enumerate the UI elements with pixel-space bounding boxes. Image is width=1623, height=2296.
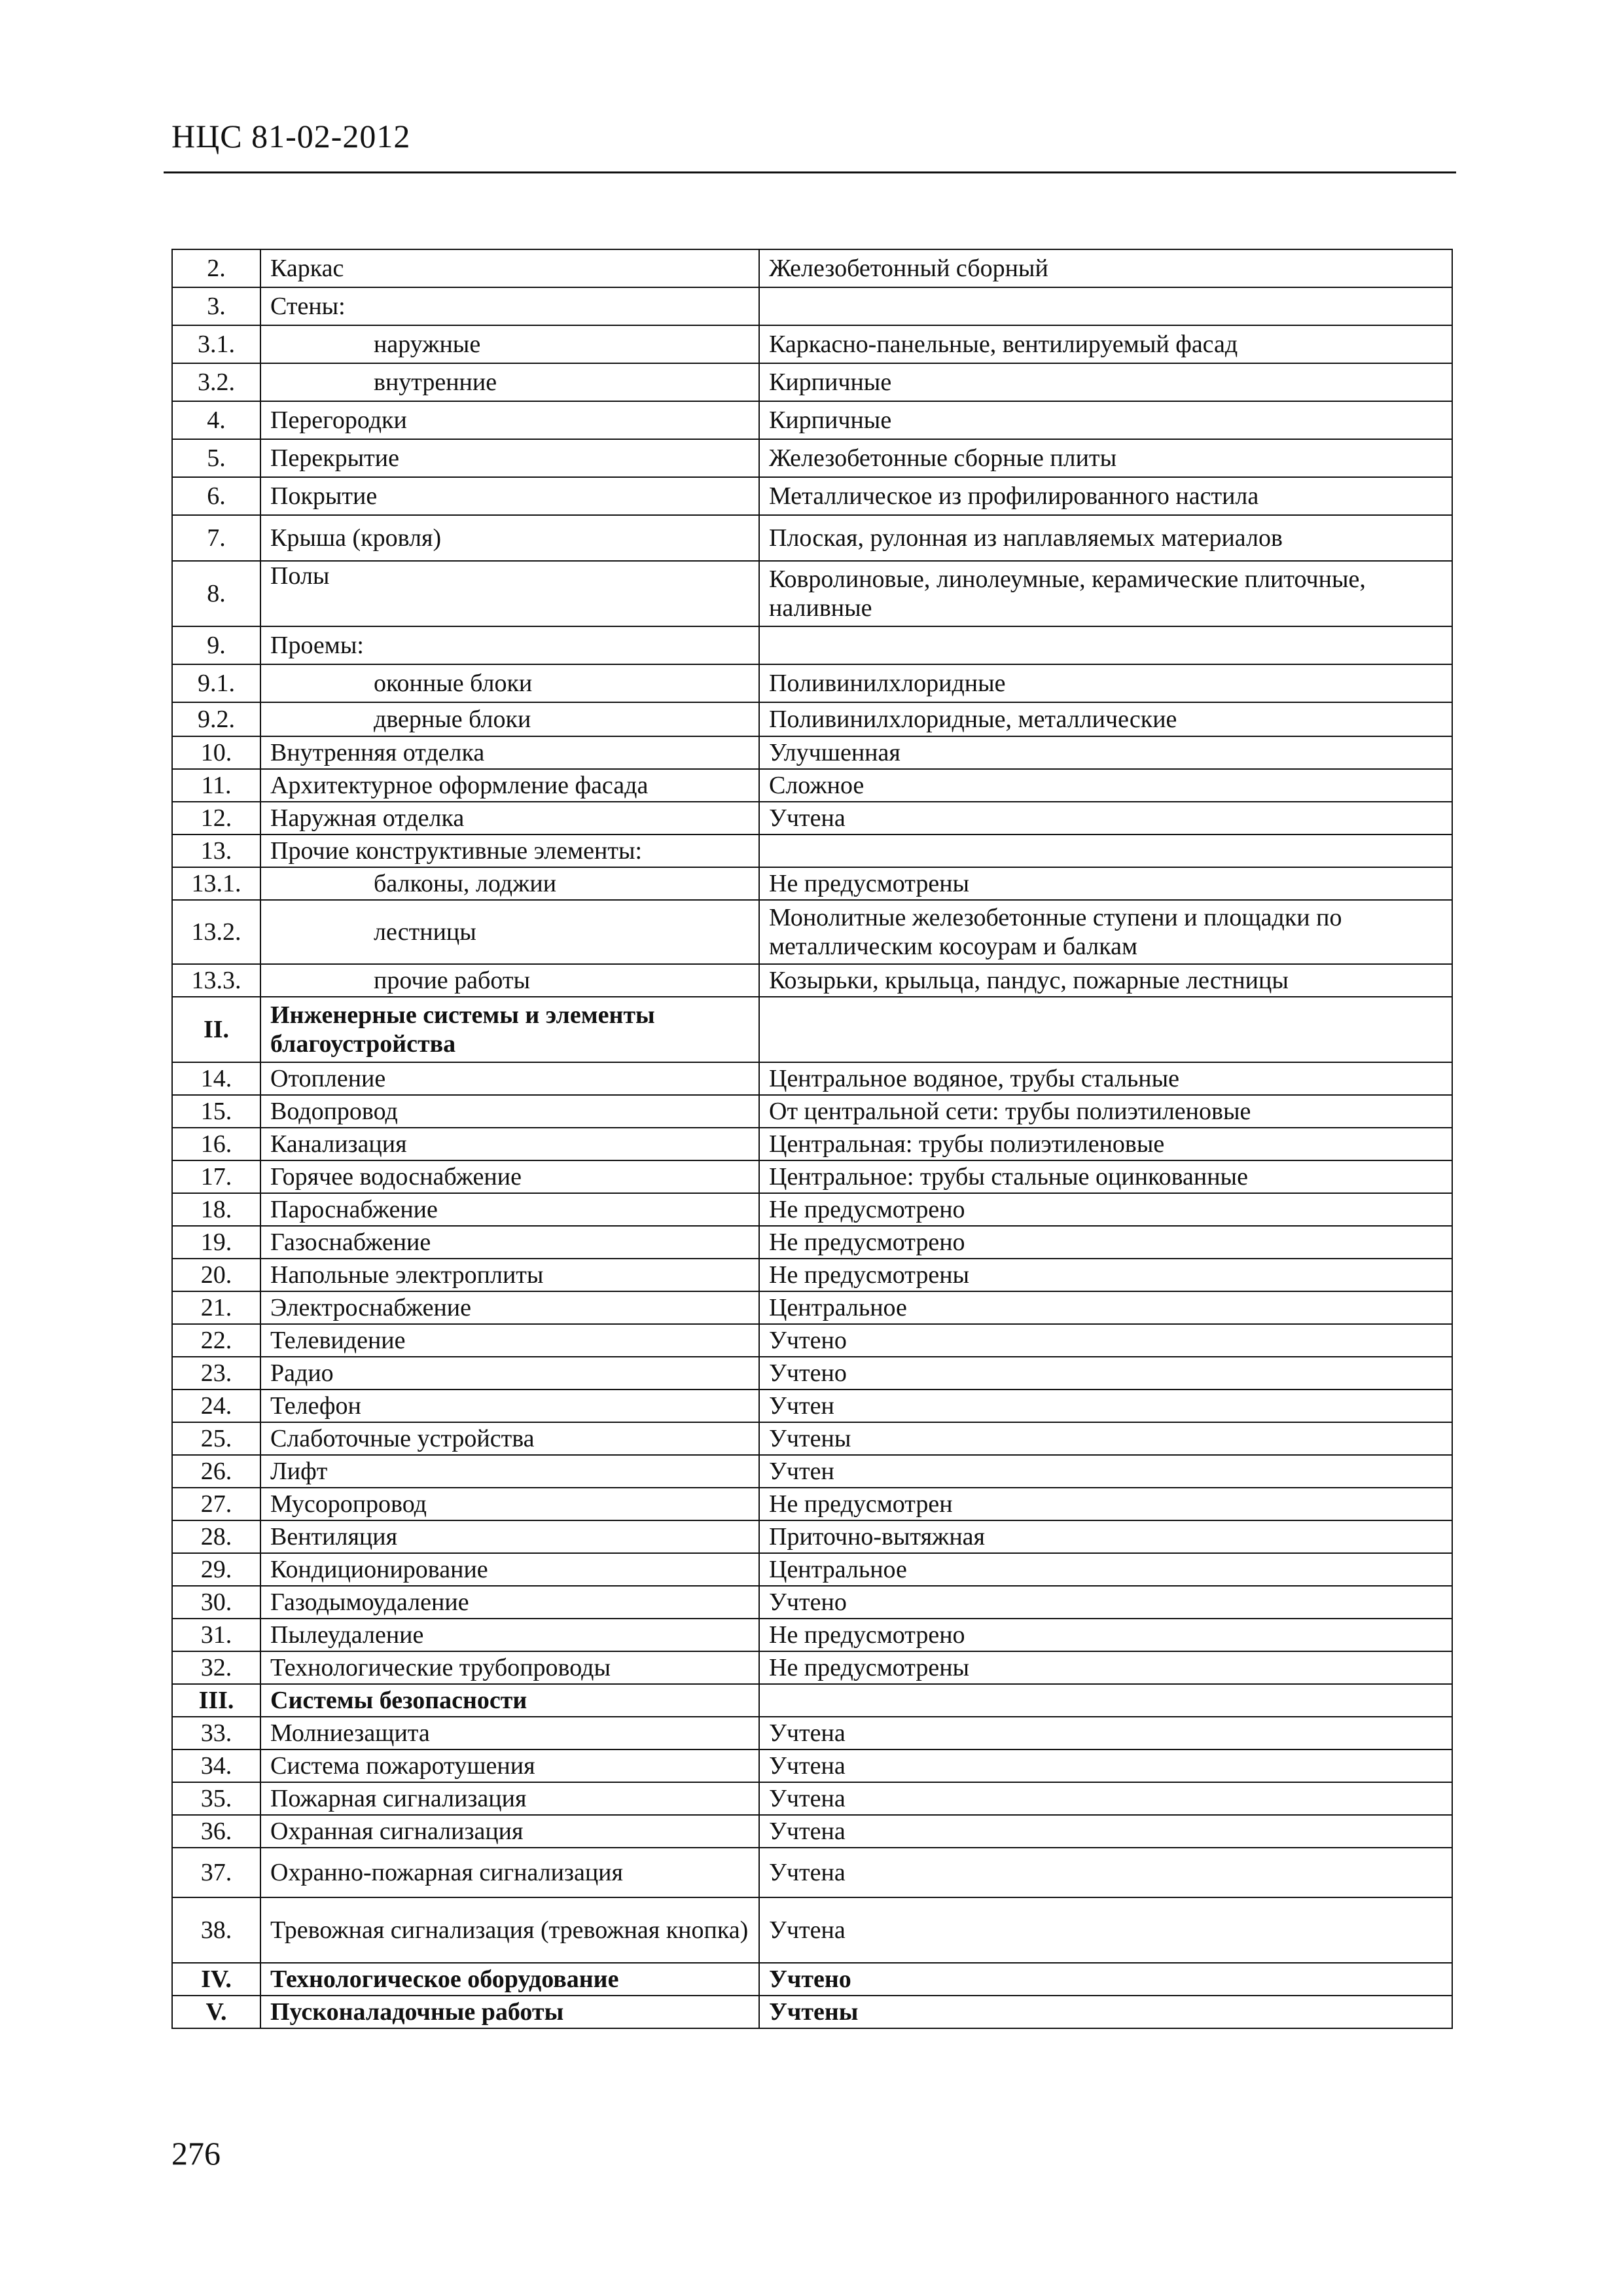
- table-row: [172, 1062, 1452, 1095]
- element-description-cell: [759, 997, 1452, 1062]
- element-name-cell: Тревожная сигнализация (тревожная кнопка): [260, 1897, 759, 1963]
- row-number-cell: 30.: [172, 1586, 260, 1619]
- element-description-cell: [759, 626, 1452, 664]
- row-number-cell: 27.: [172, 1488, 260, 1520]
- row-number-cell: 21.: [172, 1291, 260, 1324]
- element-name-cell: оконные блоки: [260, 664, 759, 702]
- element-description-cell: Не предусмотрено: [759, 1193, 1452, 1226]
- table-row: [172, 1357, 1452, 1390]
- row-number-cell: 3.1.: [172, 325, 260, 363]
- table-row: [172, 1553, 1452, 1586]
- row-number-cell: 11.: [172, 769, 260, 802]
- element-name-cell: Электроснабжение: [260, 1291, 759, 1324]
- row-number-cell: V.: [172, 1996, 260, 2028]
- element-name-cell: дверные блоки: [260, 702, 759, 736]
- table-row: [172, 1651, 1452, 1684]
- row-number-cell: 2.: [172, 249, 260, 287]
- element-description-cell: Поливинилхлоридные, металлические: [759, 702, 1452, 736]
- element-description-cell: Учтено: [759, 1963, 1452, 1996]
- row-number-cell: 16.: [172, 1128, 260, 1160]
- element-name-cell: Канализация: [260, 1128, 759, 1160]
- row-number-cell: 6.: [172, 477, 260, 515]
- element-description-cell: Не предусмотрены: [759, 867, 1452, 900]
- row-number-cell: 24.: [172, 1390, 260, 1422]
- element-description-cell: Металлическое из профилированного настила: [759, 477, 1452, 515]
- row-number-cell: 17.: [172, 1160, 260, 1193]
- element-description-cell: Учтена: [759, 1782, 1452, 1815]
- row-number-cell: 9.: [172, 626, 260, 664]
- table-row: [172, 1963, 1452, 1996]
- element-name-cell: Молниезащита: [260, 1717, 759, 1749]
- table-row: [172, 702, 1452, 736]
- element-description-cell: Учтено: [759, 1324, 1452, 1357]
- row-number-cell: 33.: [172, 1717, 260, 1749]
- row-number-cell: 14.: [172, 1062, 260, 1095]
- element-description-cell: Учтена: [759, 1749, 1452, 1782]
- element-description-cell: Центральное: [759, 1291, 1452, 1324]
- table-row: [172, 834, 1452, 867]
- row-number-cell: 36.: [172, 1815, 260, 1848]
- row-number-cell: 9.1.: [172, 664, 260, 702]
- element-description-cell: Не предусмотрено: [759, 1619, 1452, 1651]
- row-number-cell: 20.: [172, 1259, 260, 1291]
- element-name-cell: Радио: [260, 1357, 759, 1390]
- element-name-cell: Архитектурное оформление фасада: [260, 769, 759, 802]
- table-row: [172, 1128, 1452, 1160]
- table-row: [172, 325, 1452, 363]
- document-header: НЦС 81-02-2012: [171, 118, 411, 154]
- table-row: [172, 1422, 1452, 1455]
- element-description-cell: Кирпичные: [759, 401, 1452, 439]
- element-description-cell: Учтена: [759, 1815, 1452, 1848]
- element-name-cell: Охранно-пожарная сигнализация: [260, 1848, 759, 1897]
- element-name-cell: прочие работы: [260, 964, 759, 997]
- element-name-cell: Лифт: [260, 1455, 759, 1488]
- element-name-cell: Наружная отделка: [260, 802, 759, 834]
- row-number-cell: II.: [172, 997, 260, 1062]
- element-description-cell: Поливинилхлоридные: [759, 664, 1452, 702]
- row-number-cell: 13.2.: [172, 900, 260, 964]
- element-description-cell: Учтено: [759, 1357, 1452, 1390]
- element-description-cell: Монолитные железобетонные ступени и площадки по металлическим косоурам и балкам: [759, 900, 1452, 964]
- table-row: [172, 867, 1452, 900]
- table-row: [172, 736, 1452, 769]
- row-number-cell: IV.: [172, 1963, 260, 1996]
- element-description-cell: [759, 834, 1452, 867]
- element-name-cell: Каркас: [260, 249, 759, 287]
- element-name-cell: Кондиционирование: [260, 1553, 759, 1586]
- table-row: [172, 1619, 1452, 1651]
- element-name-cell: Слаботочные устройства: [260, 1422, 759, 1455]
- row-number-cell: 31.: [172, 1619, 260, 1651]
- element-name-cell: Технологические трубопроводы: [260, 1651, 759, 1684]
- element-description-cell: Улучшенная: [759, 736, 1452, 769]
- element-name-cell: Вентиляция: [260, 1520, 759, 1553]
- element-name-cell: Прочие конструктивные элементы:: [260, 834, 759, 867]
- element-name-cell: Полы: [260, 561, 759, 626]
- table-row: [172, 802, 1452, 834]
- element-name-cell: Проемы:: [260, 626, 759, 664]
- table-row: [172, 1684, 1452, 1717]
- table-row: [172, 1193, 1452, 1226]
- element-description-cell: Учтена: [759, 1848, 1452, 1897]
- element-name-cell: Охранная сигнализация: [260, 1815, 759, 1848]
- table-row: [172, 1095, 1452, 1128]
- element-name-cell: Внутренняя отделка: [260, 736, 759, 769]
- row-number-cell: 26.: [172, 1455, 260, 1488]
- table-row: [172, 1717, 1452, 1749]
- row-number-cell: 22.: [172, 1324, 260, 1357]
- row-number-cell: 19.: [172, 1226, 260, 1259]
- row-number-cell: 28.: [172, 1520, 260, 1553]
- row-number-cell: 37.: [172, 1848, 260, 1897]
- table-row: [172, 626, 1452, 664]
- element-description-cell: Каркасно-панельные, вентилируемый фасад: [759, 325, 1452, 363]
- row-number-cell: 7.: [172, 515, 260, 561]
- row-number-cell: 29.: [172, 1553, 260, 1586]
- element-description-cell: Приточно-вытяжная: [759, 1520, 1452, 1553]
- table-row: [172, 1324, 1452, 1357]
- table-row: [172, 1259, 1452, 1291]
- table-row: [172, 363, 1452, 401]
- table-row: [172, 515, 1452, 561]
- table-row: [172, 1749, 1452, 1782]
- page-number: 276: [171, 2135, 221, 2172]
- element-name-cell: балконы, лоджии: [260, 867, 759, 900]
- element-name-cell: Крыша (кровля): [260, 515, 759, 561]
- element-description-cell: Центральное: трубы стальные оцинкованные: [759, 1160, 1452, 1193]
- element-name-cell: Инженерные системы и элементы благоустройства: [260, 997, 759, 1062]
- row-number-cell: III.: [172, 1684, 260, 1717]
- element-name-cell: Горячее водоснабжение: [260, 1160, 759, 1193]
- table-row: [172, 1815, 1452, 1848]
- element-name-cell: Водопровод: [260, 1095, 759, 1128]
- element-description-cell: Центральное: [759, 1553, 1452, 1586]
- spec-table-body: [172, 249, 1452, 2028]
- table-row: [172, 1160, 1452, 1193]
- element-description-cell: Учтены: [759, 1422, 1452, 1455]
- table-row: [172, 561, 1452, 626]
- element-name-cell: Перекрытие: [260, 439, 759, 477]
- row-number-cell: 12.: [172, 802, 260, 834]
- row-number-cell: 18.: [172, 1193, 260, 1226]
- table-row: [172, 1520, 1452, 1553]
- table-row: [172, 249, 1452, 287]
- row-number-cell: 13.: [172, 834, 260, 867]
- table-row: [172, 439, 1452, 477]
- table-row: [172, 964, 1452, 997]
- element-name-cell: Телефон: [260, 1390, 759, 1422]
- row-number-cell: 32.: [172, 1651, 260, 1684]
- element-name-cell: Газоснабжение: [260, 1226, 759, 1259]
- element-name-cell: Пожарная сигнализация: [260, 1782, 759, 1815]
- element-description-cell: Не предусмотрены: [759, 1259, 1452, 1291]
- element-description-cell: Учтен: [759, 1390, 1452, 1422]
- element-name-cell: Пылеудаление: [260, 1619, 759, 1651]
- element-name-cell: Покрытие: [260, 477, 759, 515]
- row-number-cell: 10.: [172, 736, 260, 769]
- element-name-cell: Пароснабжение: [260, 1193, 759, 1226]
- table-row: [172, 1390, 1452, 1422]
- table-row: [172, 1226, 1452, 1259]
- element-name-cell: Мусоропровод: [260, 1488, 759, 1520]
- element-description-cell: Центральная: трубы полиэтиленовые: [759, 1128, 1452, 1160]
- element-description-cell: Учтена: [759, 802, 1452, 834]
- element-description-cell: Сложное: [759, 769, 1452, 802]
- table-row: [172, 1996, 1452, 2028]
- table-row: [172, 664, 1452, 702]
- element-description-cell: Учтено: [759, 1586, 1452, 1619]
- row-number-cell: 4.: [172, 401, 260, 439]
- element-description-cell: Центральное водяное, трубы стальные: [759, 1062, 1452, 1095]
- table-row: [172, 1488, 1452, 1520]
- table-row: [172, 477, 1452, 515]
- element-name-cell: Пусконаладочные работы: [260, 1996, 759, 2028]
- element-name-cell: Напольные электроплиты: [260, 1259, 759, 1291]
- element-description-cell: От центральной сети: трубы полиэтиленовые: [759, 1095, 1452, 1128]
- building-spec-table: [171, 249, 1453, 2029]
- element-description-cell: Не предусмотрен: [759, 1488, 1452, 1520]
- element-name-cell: Газодымоудаление: [260, 1586, 759, 1619]
- element-name-cell: Системы безопасности: [260, 1684, 759, 1717]
- row-number-cell: 23.: [172, 1357, 260, 1390]
- table-row: [172, 1586, 1452, 1619]
- element-name-cell: наружные: [260, 325, 759, 363]
- element-name-cell: Система пожаротушения: [260, 1749, 759, 1782]
- table-row: [172, 1782, 1452, 1815]
- row-number-cell: 38.: [172, 1897, 260, 1963]
- element-description-cell: Учтена: [759, 1897, 1452, 1963]
- header-rule: [164, 171, 1456, 173]
- element-description-cell: Учтен: [759, 1455, 1452, 1488]
- table-row: [172, 900, 1452, 964]
- element-name-cell: Отопление: [260, 1062, 759, 1095]
- element-description-cell: Учтена: [759, 1717, 1452, 1749]
- element-name-cell: внутренние: [260, 363, 759, 401]
- element-name-cell: лестницы: [260, 900, 759, 964]
- element-name-cell: Перегородки: [260, 401, 759, 439]
- row-number-cell: 35.: [172, 1782, 260, 1815]
- table-row: [172, 997, 1452, 1062]
- element-description-cell: Не предусмотрено: [759, 1226, 1452, 1259]
- table-row: [172, 1455, 1452, 1488]
- element-description-cell: Плоская, рулонная из наплавляемых материалов: [759, 515, 1452, 561]
- element-description-cell: Железобетонный сборный: [759, 249, 1452, 287]
- row-number-cell: 13.3.: [172, 964, 260, 997]
- row-number-cell: 3.: [172, 287, 260, 325]
- row-number-cell: 8.: [172, 561, 260, 626]
- row-number-cell: 3.2.: [172, 363, 260, 401]
- table-row: [172, 1291, 1452, 1324]
- row-number-cell: 5.: [172, 439, 260, 477]
- row-number-cell: 34.: [172, 1749, 260, 1782]
- table-row: [172, 287, 1452, 325]
- row-number-cell: 25.: [172, 1422, 260, 1455]
- element-description-cell: Кирпичные: [759, 363, 1452, 401]
- element-description-cell: Козырьки, крыльца, пандус, пожарные лестницы: [759, 964, 1452, 997]
- element-description-cell: [759, 287, 1452, 325]
- table-row: [172, 401, 1452, 439]
- element-description-cell: Железобетонные сборные плиты: [759, 439, 1452, 477]
- row-number-cell: 13.1.: [172, 867, 260, 900]
- element-description-cell: Ковролиновые, линолеумные, керамические плиточные, наливные: [759, 561, 1452, 626]
- row-number-cell: 9.2.: [172, 702, 260, 736]
- table-row: [172, 1897, 1452, 1963]
- table-row: [172, 1848, 1452, 1897]
- row-number-cell: 15.: [172, 1095, 260, 1128]
- element-name-cell: Стены:: [260, 287, 759, 325]
- element-description-cell: Учтены: [759, 1996, 1452, 2028]
- element-name-cell: Телевидение: [260, 1324, 759, 1357]
- table-row: [172, 769, 1452, 802]
- element-description-cell: [759, 1684, 1452, 1717]
- element-name-cell: Технологическое оборудование: [260, 1963, 759, 1996]
- element-description-cell: Не предусмотрены: [759, 1651, 1452, 1684]
